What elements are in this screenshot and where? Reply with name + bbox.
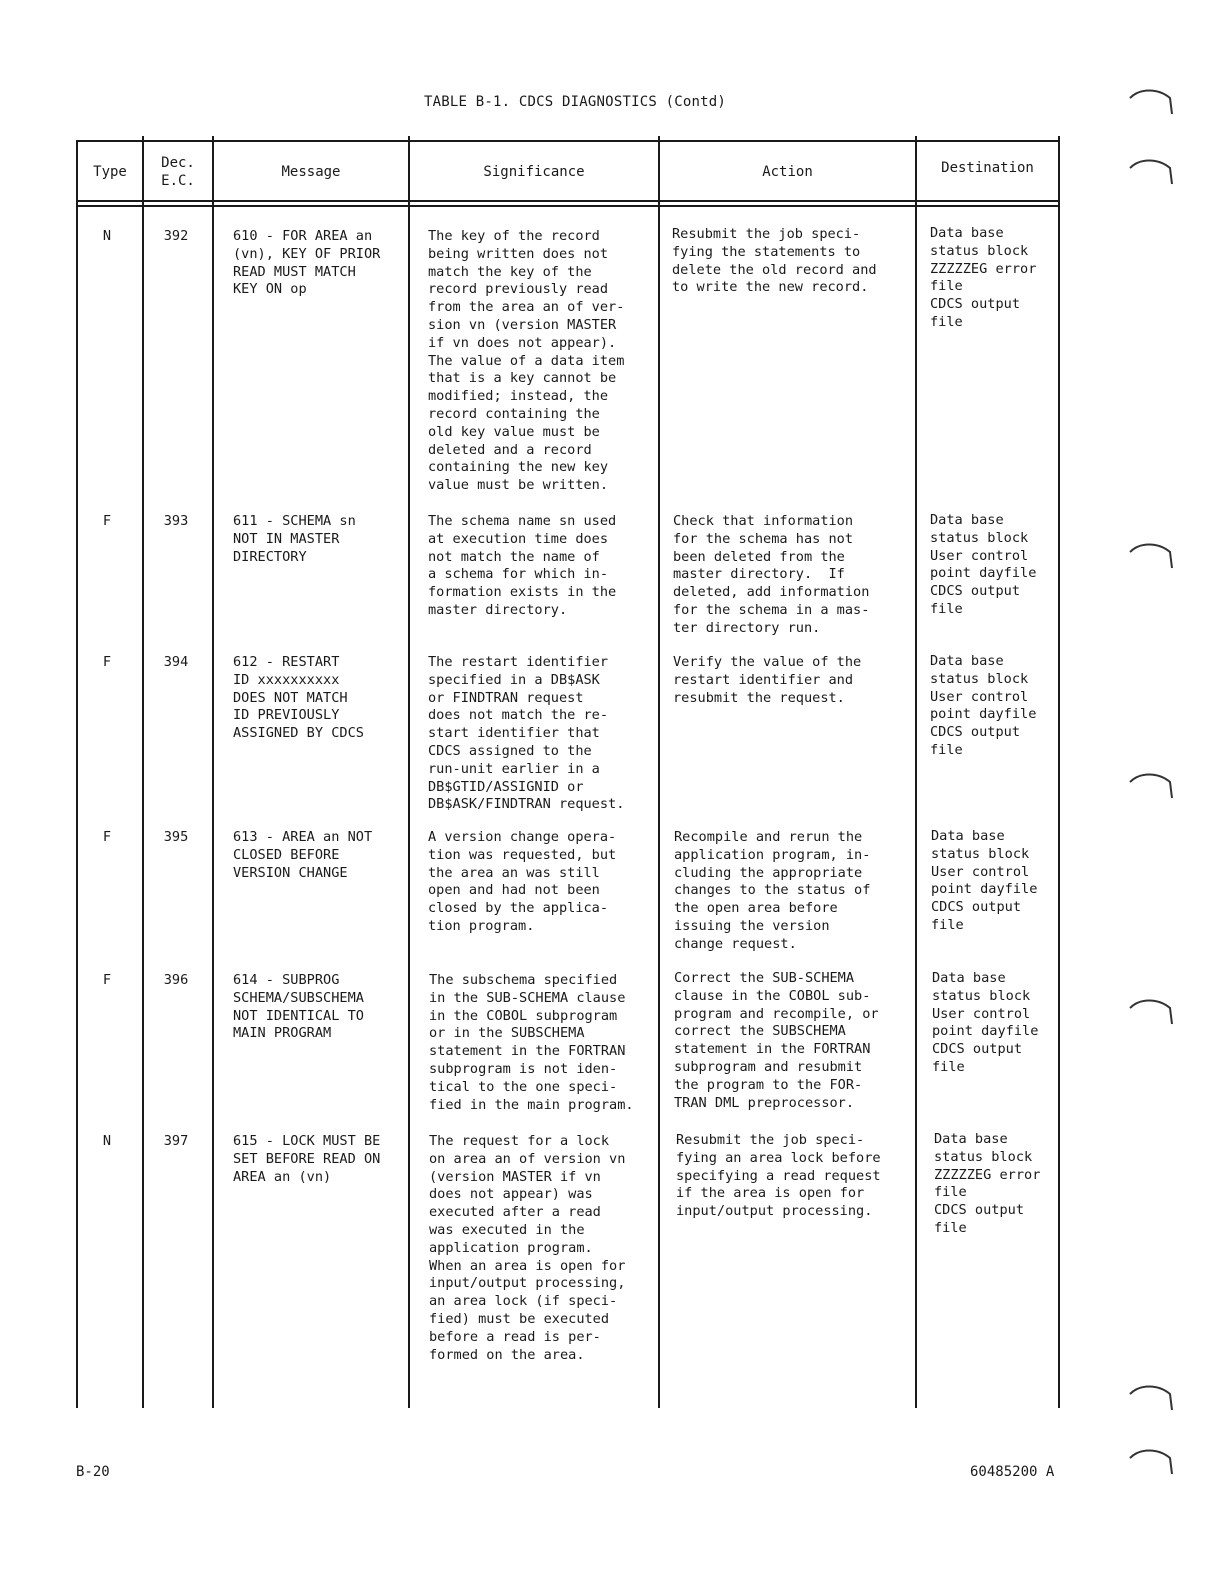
row-destination: Data base status block User control point dayfile CDCS output file	[931, 828, 1038, 933]
header-divider	[76, 200, 1060, 202]
row-type: F	[102, 513, 112, 529]
document-number: 60485200 A	[970, 1464, 1055, 1480]
row-action: Resubmit the job speci- fying an area lock before specifying a read request if the area is open for input/output processing.	[676, 1132, 881, 1220]
row-message: 612 - RESTART ID xxxxxxxxxx DOES NOT MATCH ID PREVIOUSLY ASSIGNED BY CDCS	[233, 654, 364, 742]
row-destination: Data base status block User control point dayfile CDCS output file	[930, 512, 1037, 617]
column-line	[212, 136, 214, 1408]
row-type: N	[102, 228, 112, 244]
column-line	[142, 136, 144, 1408]
row-significance: The subschema specified in the SUB-SCHEMA clause in the COBOL subprogram or in the SUBSCHEMA statement in the FORTRAN subprogram is not iden- tical to the one speci- fied in the main program.	[429, 972, 634, 1113]
row-message: 611 - SCHEMA sn NOT IN MASTER DIRECTORY	[233, 513, 356, 565]
header-significance: Significance	[483, 164, 585, 180]
header-divider-double	[76, 205, 1060, 207]
row-message: 615 - LOCK MUST BE SET BEFORE READ ON AREA an (vn)	[233, 1133, 381, 1185]
header-type: Type	[93, 164, 127, 180]
row-type: F	[102, 829, 112, 845]
row-message: 613 - AREA an NOT CLOSED BEFORE VERSION CHANGE	[233, 829, 373, 881]
row-type: F	[102, 972, 112, 988]
diagnostics-table	[76, 136, 1060, 1408]
table-top-border	[76, 140, 1060, 142]
binder-hole-mark	[1128, 1446, 1178, 1480]
header-action: Action	[762, 164, 813, 180]
binder-hole-mark	[1128, 1382, 1178, 1416]
row-dec-ec: 397	[163, 1133, 189, 1149]
column-line	[408, 136, 410, 1408]
table-caption: TABLE B-1. CDCS DIAGNOSTICS (Contd)	[423, 94, 726, 110]
row-message: 610 - FOR AREA an (vn), KEY OF PRIOR READ MUST MATCH KEY ON op	[233, 228, 381, 298]
row-significance: The request for a lock on area an of version vn (version MASTER if vn does not appear) was executed after a read was executed in the application program. When an area is open for input/output processing, an area lock (if speci- fied) must be executed before a read is per- formed on the area.	[429, 1133, 626, 1363]
row-action: Check that information for the schema has not been deleted from the master directory. If deleted, add information for the schema in a mas- ter directory run.	[673, 513, 870, 636]
header-message: Message	[281, 164, 341, 180]
column-line	[915, 136, 917, 1408]
row-type: F	[102, 654, 112, 670]
binder-hole-mark	[1128, 996, 1178, 1030]
row-destination: Data base status block ZZZZZEG error file CDCS output file	[930, 225, 1037, 330]
binder-hole-mark	[1128, 770, 1178, 804]
row-message: 614 - SUBPROG SCHEMA/SUBSCHEMA NOT IDENTICAL TO MAIN PROGRAM	[233, 972, 364, 1042]
row-dec-ec: 393	[163, 513, 189, 529]
row-destination: Data base status block User control point dayfile CDCS output file	[932, 970, 1039, 1075]
row-destination: Data base status block ZZZZZEG error file CDCS output file	[934, 1131, 1041, 1236]
row-action: Correct the SUB-SCHEMA clause in the COBOL sub- program and recompile, or correct the SUBSCHEMA statement in the FORTRAN subprogram and resubmit the program to the FOR- TRAN DML preprocessor.	[674, 970, 879, 1111]
header-destination: Destination	[941, 160, 1034, 176]
row-significance: A version change opera- tion was requested, but the area an was still open and had not been closed by the applica- tion program.	[428, 829, 617, 934]
row-dec-ec: 396	[163, 972, 189, 988]
binder-hole-mark	[1128, 86, 1178, 120]
column-line	[76, 140, 78, 1408]
row-action: Recompile and rerun the application program, in- cluding the appropriate changes to the status of the open area before issuing the version change request.	[674, 829, 871, 952]
row-action: Resubmit the job speci- fying the statements to delete the old record and to write the new record.	[672, 226, 877, 296]
row-significance: The key of the record being written does not match the key of the record previously read from the area an of ver- sion vn (version MASTER if vn does not appear). The value of a data item that is a key cannot be modified; instead, the record containing the old key value must be deleted and a record containing the new key value must be written.	[428, 228, 625, 494]
page-number: B-20	[76, 1464, 110, 1480]
row-dec-ec: 394	[163, 654, 189, 670]
binder-hole-mark	[1128, 540, 1178, 574]
header-dec-ec: Dec. E.C.	[161, 155, 195, 189]
row-significance: The restart identifier specified in a DB$ASK or FINDTRAN request does not match the re- start identifier that CDCS assigned to the run-unit earlier in a DB$GTID/ASSIGNID or DB$ASK/FINDTRAN request.	[428, 654, 625, 813]
row-action: Verify the value of the restart identifier and resubmit the request.	[673, 654, 862, 706]
binder-hole-mark	[1128, 156, 1178, 190]
column-line	[1058, 136, 1060, 1408]
row-dec-ec: 392	[163, 228, 189, 244]
column-line	[658, 136, 660, 1408]
row-dec-ec: 395	[163, 829, 189, 845]
row-significance: The schema name sn used at execution time does not match the name of a schema for which in- formation exists in the master directory.	[428, 513, 617, 618]
row-type: N	[102, 1133, 112, 1149]
row-destination: Data base status block User control point dayfile CDCS output file	[930, 653, 1037, 758]
